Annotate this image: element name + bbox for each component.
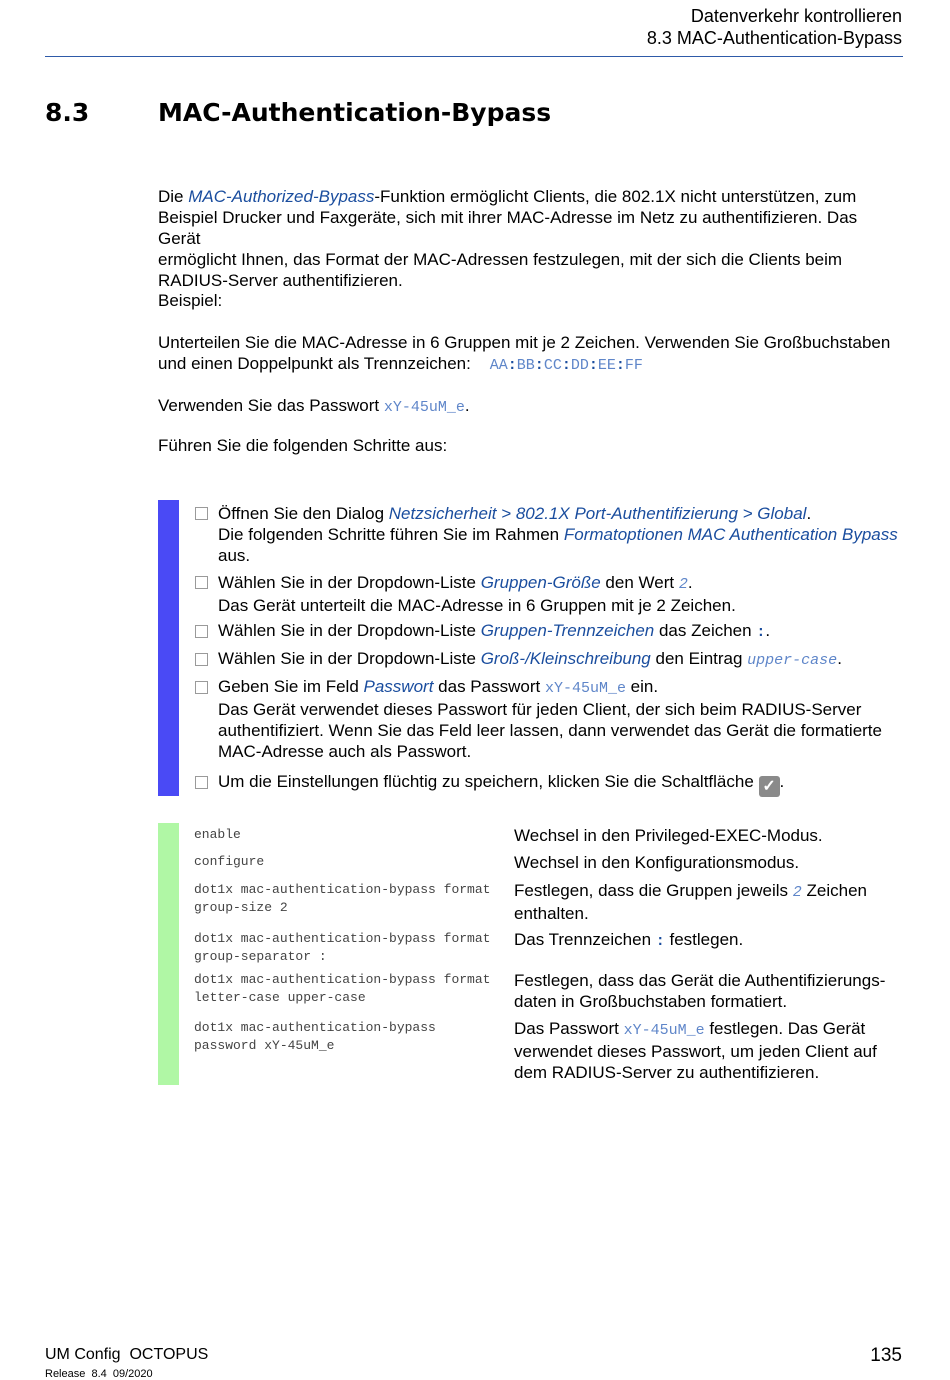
value-password: xY-45uM_e <box>623 1022 705 1039</box>
cli-description: Wechsel in den Privileged-EXEC-Modus. <box>514 826 823 845</box>
page-number: 135 <box>870 1345 902 1366</box>
text: Festlegen, dass die Gruppen jeweils <box>514 881 793 900</box>
text: Um die Einstellungen flüchtig zu speichern, klicken Sie die Schaltfläche <box>218 772 759 791</box>
step-letter-case <box>218 648 908 671</box>
mac-separator: : <box>588 357 598 374</box>
text: Zeichen <box>801 881 867 900</box>
mac-example <box>490 357 643 374</box>
dialog-path: Netzsicherheit > 802.1X Port-Authentifizierung > Global <box>388 504 807 523</box>
checkbox-icon <box>195 653 208 666</box>
text: authentifiziert. Wenn Sie das Feld leer lassen, dann verwendet das Gerät die formatierte <box>218 721 882 740</box>
text: . <box>464 396 470 415</box>
step-group-separator <box>218 620 908 643</box>
mac-separator: : <box>507 357 517 374</box>
footer-product: UM Config OCTOPUS <box>45 1346 209 1363</box>
value-letter-case: upper-case <box>747 652 838 669</box>
text: . <box>765 621 771 640</box>
field-password: Passwort <box>363 677 434 696</box>
header-rule <box>45 56 903 57</box>
text: den Eintrag <box>650 649 748 668</box>
running-header-chapter: Datenverkehr kontrollieren <box>690 6 902 26</box>
mac-separator: : <box>615 357 625 374</box>
value-group-size: 2 <box>678 576 688 593</box>
field-group-separator: Gruppen-Trennzeichen <box>480 621 655 640</box>
text: festlegen. <box>664 930 744 949</box>
mac-group: BB <box>516 357 535 374</box>
text: Das Gerät unterteilt die MAC-Adresse in 6 Gruppen mit je 2 Zeichen. <box>218 596 736 615</box>
text: MAC-Adresse auch als Passwort. <box>218 742 472 761</box>
text: Festlegen, dass das Gerät die Authentifizierungs- <box>514 971 886 990</box>
mac-separator: : <box>561 357 571 374</box>
mac-separator: : <box>534 357 544 374</box>
example-label: Beispiel: <box>158 291 223 310</box>
text: ein. <box>625 677 659 696</box>
text: den Wert <box>600 573 679 592</box>
text: Geben Sie im Feld <box>218 677 364 696</box>
frame-name: Formatoptionen MAC Authentication Bypass <box>563 525 898 544</box>
footer-release: Release 8.4 09/2020 <box>45 1368 153 1380</box>
value-separator: : <box>655 933 665 950</box>
checkbox-icon <box>195 625 208 638</box>
text: Das Trennzeichen <box>514 930 656 949</box>
text: Das Gerät verwendet dieses Passwort für jeden Client, der sich beim RADIUS-Server <box>218 700 862 719</box>
checkbox-icon <box>195 776 208 789</box>
running-header-section: 8.3 MAC-Authentication-Bypass <box>646 28 902 48</box>
steps-intro: Führen Sie die folgenden Schritte aus: <box>158 436 448 455</box>
term-mac-authorized-bypass: MAC-Authorized-Bypass <box>188 187 375 206</box>
example-paragraph <box>158 332 903 376</box>
text: Das Passwort <box>514 1019 624 1038</box>
step-group-size <box>218 572 908 616</box>
text: Verwenden Sie das Passwort <box>158 396 384 415</box>
text: ermöglicht Ihnen, das Format der MAC-Adressen festzulegen, mit der sich die Clients beim <box>158 250 843 269</box>
value-separator: : <box>756 624 766 641</box>
steps-bar <box>158 500 179 796</box>
cli-description <box>514 880 909 924</box>
password-value: xY-45uM_e <box>383 399 465 416</box>
cli-description <box>514 929 909 952</box>
text: enthalten. <box>514 904 589 923</box>
mac-group: DD <box>570 357 589 374</box>
step-open-dialog <box>218 503 908 566</box>
value-group-size: 2 <box>792 884 802 901</box>
text: daten in Großbuchstaben formatiert. <box>514 992 788 1011</box>
cli-command: dot1x mac-authentication-bypass format group-separator : <box>194 931 491 964</box>
step-password <box>218 676 908 762</box>
text: Die folgenden Schritte führen Sie im Rahmen <box>218 525 564 544</box>
text: das Zeichen <box>654 621 757 640</box>
text: -Funktion ermöglicht Clients, die 802.1X nicht unterstützen, zum <box>374 187 857 206</box>
text: Unterteilen Sie die MAC-Adresse in 6 Gruppen mit je 2 Zeichen. Verwenden Sie Großbuchstaben <box>158 333 891 352</box>
checkmark-save-icon: ✓ <box>759 776 780 797</box>
checkbox-icon <box>195 681 208 694</box>
text: das Passwort <box>433 677 545 696</box>
checkbox-icon <box>195 507 208 520</box>
cli-command: dot1x mac-authentication-bypass password xY-45uM_e <box>194 1020 436 1053</box>
text: Wählen Sie in der Dropdown-Liste <box>218 649 481 668</box>
cli-command: dot1x mac-authentication-bypass format group-size 2 <box>194 882 491 915</box>
text: verwendet dieses Passwort, um jeden Client auf <box>514 1042 877 1061</box>
mac-group: FF <box>624 357 643 374</box>
field-letter-case: Groß-/Kleinschreibung <box>480 649 651 668</box>
text: Beispiel Drucker und Faxgeräte, sich mit ihrer MAC-Adresse im Netz zu authentifizieren. Das Gerät <box>158 208 858 248</box>
text: . <box>779 772 785 791</box>
value-password: xY-45uM_e <box>544 680 626 697</box>
cli-bar <box>158 823 179 1085</box>
mac-group: EE <box>597 357 616 374</box>
cli-description <box>514 1018 909 1083</box>
cli-description <box>514 970 909 1012</box>
cli-description: Wechsel in den Konfigurationsmodus. <box>514 853 800 872</box>
text: Wählen Sie in der Dropdown-Liste <box>218 621 481 640</box>
mac-group: AA <box>489 357 508 374</box>
mac-group: CC <box>543 357 562 374</box>
text: Die <box>158 187 189 206</box>
text: . <box>806 504 812 523</box>
text: dem RADIUS-Server zu authentifizieren. <box>514 1063 820 1082</box>
text: . <box>687 573 693 592</box>
checkbox-icon <box>195 576 208 589</box>
text: aus. <box>218 546 251 565</box>
section-title: MAC-Authentication-Bypass <box>158 98 552 127</box>
section-number: 8.3 <box>45 98 90 127</box>
field-group-size: Gruppen-Größe <box>480 573 601 592</box>
cli-command: configure <box>194 854 265 869</box>
cli-command: dot1x mac-authentication-bypass format letter-case upper-case <box>194 972 491 1005</box>
text: Wählen Sie in der Dropdown-Liste <box>218 573 481 592</box>
text: und einen Doppelpunkt als Trennzeichen: <box>158 354 471 373</box>
text: festlegen. Das Gerät <box>704 1019 866 1038</box>
cli-command: enable <box>194 827 241 842</box>
step-save <box>218 771 908 797</box>
text: Öffnen Sie den Dialog <box>218 504 389 523</box>
intro-paragraph <box>158 186 903 291</box>
text: . <box>837 649 842 668</box>
text: RADIUS-Server authentifizieren. <box>158 271 403 290</box>
password-paragraph <box>158 395 903 418</box>
